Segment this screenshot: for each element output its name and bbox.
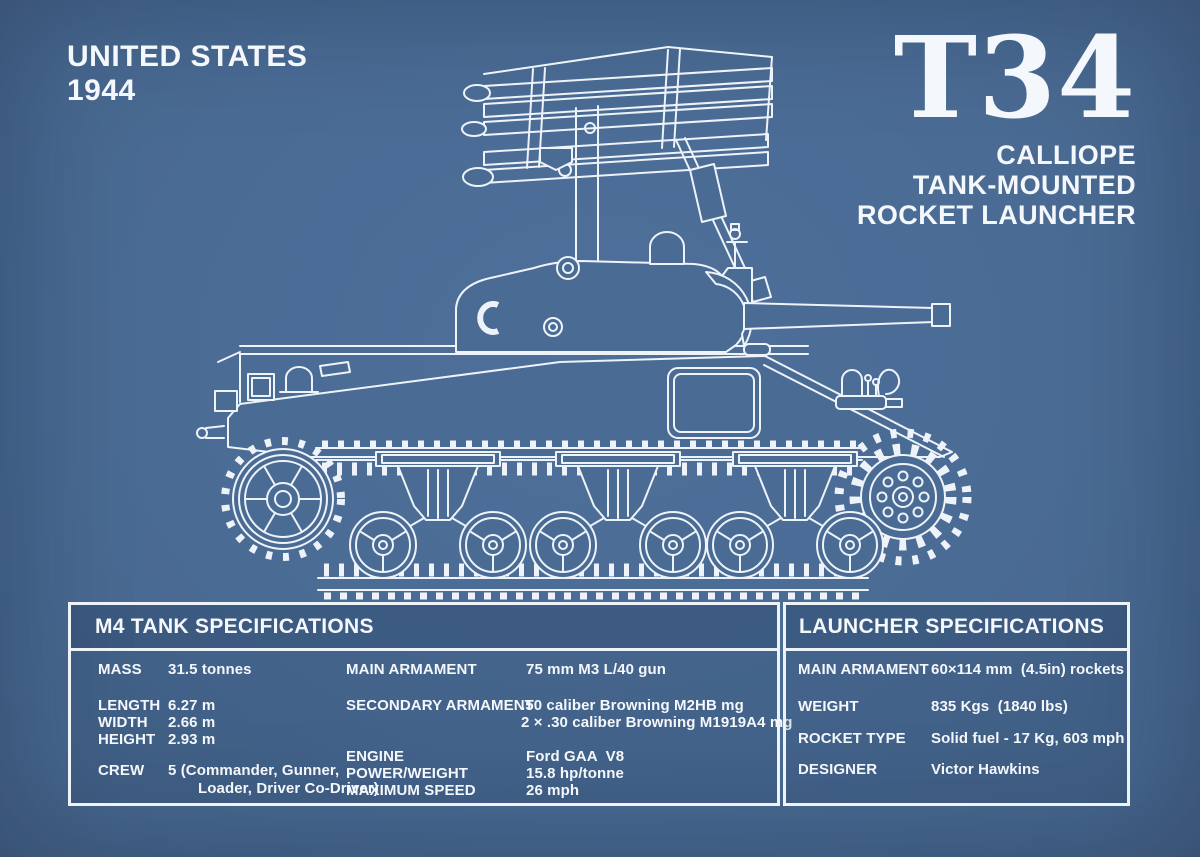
spec-value-line2: Loader, Driver Co-Driver): [198, 780, 379, 797]
spec-label: POWER/WEIGHT: [346, 765, 469, 782]
spec-value: 2.66 m: [168, 714, 216, 731]
spec-value: 31.5 tonnes: [168, 661, 252, 678]
spec-value: .50 caliber Browning M2HB mg: [521, 697, 744, 714]
suspension: [350, 452, 883, 578]
gun-muzzle: [932, 304, 950, 326]
subtitle-line-3: ROCKET LAUNCHER: [857, 200, 1136, 231]
spec-value: 26 mph: [526, 782, 580, 799]
tank-specs-title: M4 TANK SPECIFICATIONS: [71, 605, 777, 651]
tank-specs-table: [68, 602, 793, 806]
spec-label: MASS: [98, 661, 142, 678]
spec-label: HEIGHT: [98, 731, 156, 748]
spec-value: 60×114 mm (4.5in) rockets: [931, 661, 1125, 678]
launcher-specs-table: [783, 602, 1130, 806]
spec-value: 2.93 m: [168, 731, 216, 748]
spec-label: DESIGNER: [798, 761, 878, 778]
spec-label: ROCKET TYPE: [798, 730, 906, 747]
country-label: UNITED STATES: [67, 40, 308, 73]
subtitle-line-2: TANK-MOUNTED: [912, 170, 1136, 201]
spec-label: CREW: [98, 762, 145, 779]
model-title: T34: [893, 13, 1136, 144]
spec-value: Victor Hawkins: [931, 761, 1040, 778]
spec-label: WEIGHT: [798, 698, 859, 715]
turret: [456, 224, 752, 352]
spec-label: ENGINE: [346, 748, 405, 765]
spec-value: 15.8 hp/tonne: [526, 765, 624, 782]
spec-value: 6.27 m: [168, 697, 216, 714]
spec-label: WIDTH: [98, 714, 148, 731]
spec-value-line2: 2 × .30 caliber Browning M1919A4 mg: [521, 714, 793, 731]
spec-label: MAIN ARMAMENT: [346, 661, 477, 678]
spec-label: MAXIMUM SPEED: [346, 782, 476, 799]
launcher-specs-title: LAUNCHER SPECIFICATIONS: [786, 605, 1127, 651]
spec-value: 835 Kgs (1840 lbs): [931, 698, 1068, 715]
idler-wheel: [225, 441, 341, 557]
main-gun: [744, 303, 950, 329]
spec-value: 5 (Commander, Gunner,: [168, 762, 340, 779]
spec-label: SECONDARY ARMAMENT: [346, 697, 534, 714]
year-label: 1944: [67, 74, 136, 107]
hull: [197, 344, 952, 457]
spec-value: Ford GAA V8: [526, 748, 625, 765]
spec-label: MAIN ARMAMENT: [798, 661, 929, 678]
subtitle-line-1: CALLIOPE: [996, 140, 1136, 171]
spec-label: LENGTH: [98, 697, 161, 714]
spec-value: Solid fuel - 17 Kg, 603 mph: [931, 730, 1125, 747]
spec-value: 75 mm M3 L/40 gun: [526, 661, 667, 678]
